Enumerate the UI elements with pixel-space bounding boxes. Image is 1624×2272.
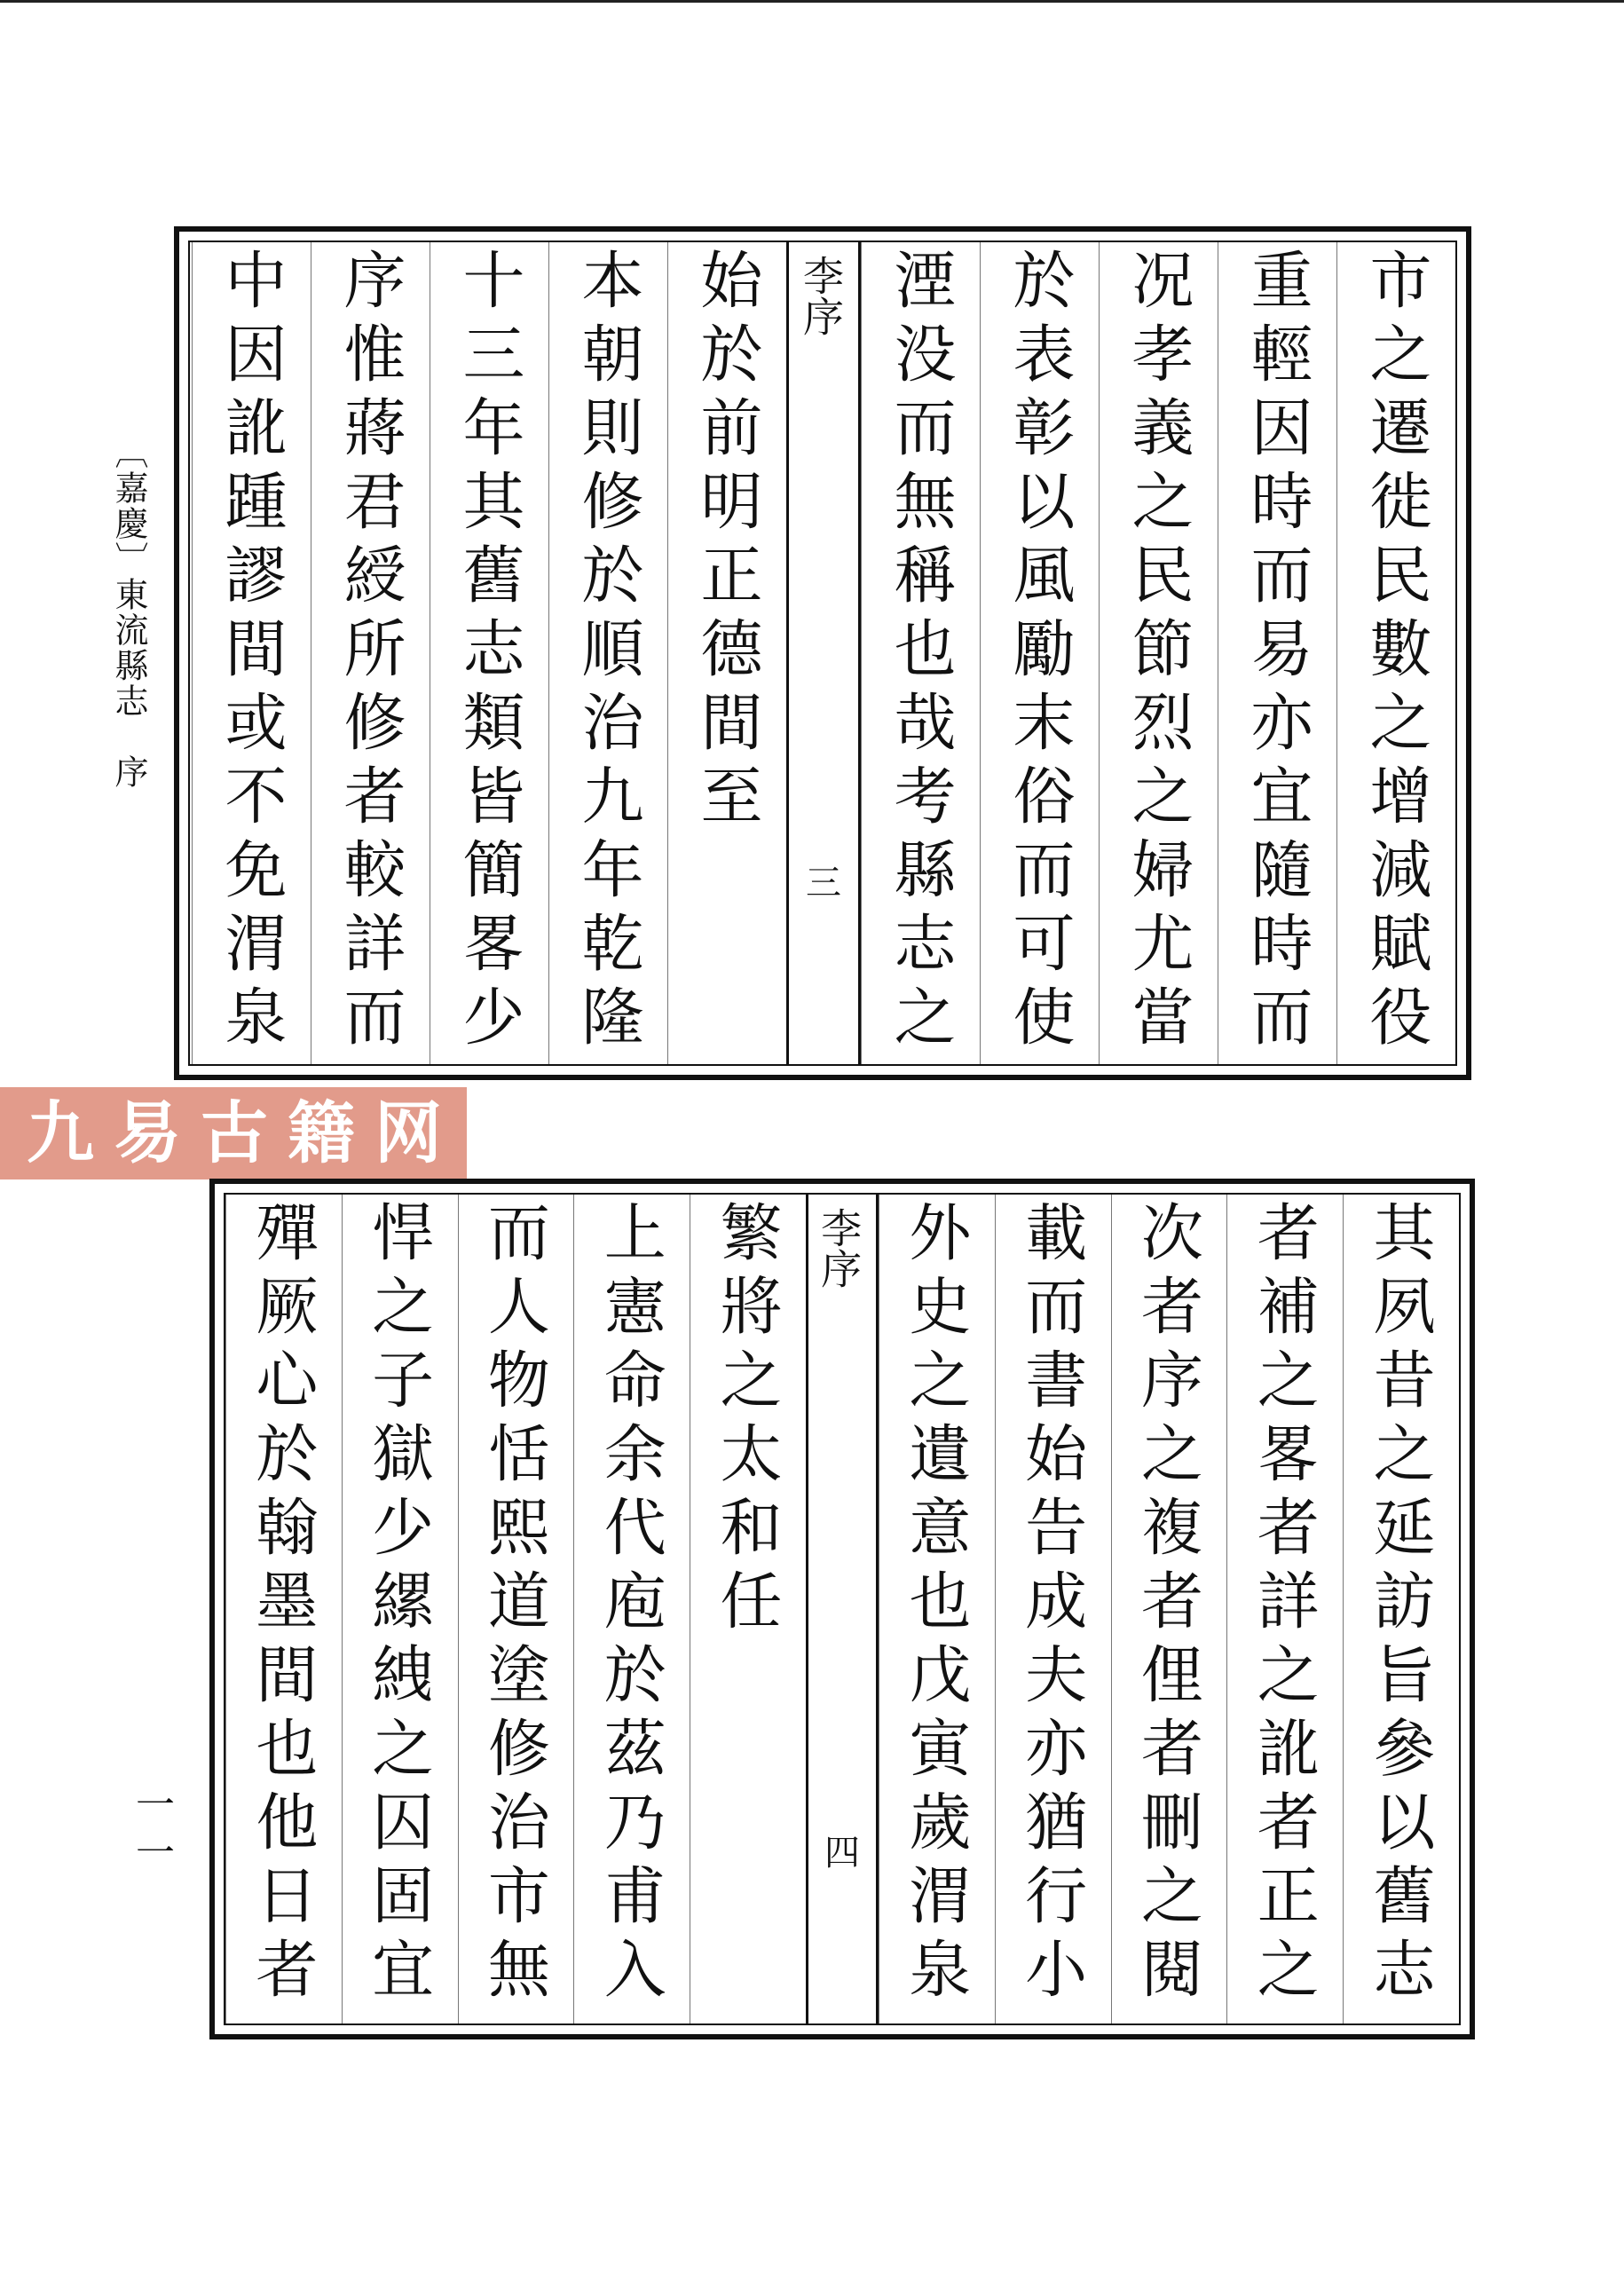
banxin-page-number: 三 bbox=[806, 863, 841, 903]
text-column: 者補之畧者詳之訛者正之 bbox=[1226, 1195, 1343, 2024]
text-column: 上憲命余代庖於茲乃甫入 bbox=[573, 1195, 690, 2024]
text-column: 次者序之複者俚者刪之閱 bbox=[1111, 1195, 1227, 2024]
running-title: 〔嘉慶〕東流縣志 序 bbox=[109, 435, 148, 790]
text-columns bbox=[190, 242, 1455, 1064]
text-column: 况孝義之民節烈之婦尤當 bbox=[1099, 242, 1218, 1064]
woodblock-page-top bbox=[174, 226, 1471, 1080]
text-column: 始於前明正德間至 bbox=[667, 242, 786, 1064]
text-column: 本朝則修於順治九年乾隆 bbox=[548, 242, 667, 1064]
text-column: 而人物恬熙道塗修治市無 bbox=[458, 1195, 574, 2024]
block-center-column bbox=[806, 1195, 879, 2024]
text-column: 外史之遺意也戊寅歲渭泉 bbox=[879, 1195, 995, 2024]
text-column: 湮没而無稱也哉考縣志之 bbox=[861, 242, 980, 1064]
text-column: 其夙昔之延訪旨參以舊志 bbox=[1343, 1195, 1459, 2024]
woodblock-page-bottom bbox=[209, 1179, 1475, 2039]
text-column: 載而書始告成夫亦猶行小 bbox=[995, 1195, 1111, 2024]
watermark-banner: 九易古籍网 bbox=[0, 1087, 467, 1179]
text-column: 中因訛踵謬間或不免渭泉 bbox=[192, 242, 311, 1064]
text-column: 十三年其舊志類皆簡畧少 bbox=[430, 242, 548, 1064]
banxin-page-number: 四 bbox=[824, 1833, 861, 1874]
block-center-column bbox=[786, 242, 861, 1064]
banxin-label: 李序 bbox=[797, 255, 845, 336]
banxin-label: 李序 bbox=[815, 1207, 863, 1289]
text-columns bbox=[225, 1195, 1459, 2024]
text-column: 序惟蔣君綬所修者較詳而 bbox=[311, 242, 430, 1064]
page-number: 一一 bbox=[129, 1784, 174, 1880]
text-column: 市之遷徙民數之增減賦役 bbox=[1336, 242, 1455, 1064]
text-column: 殫厥心於翰墨間也他日者 bbox=[225, 1195, 342, 2024]
top-rule bbox=[0, 0, 1624, 3]
text-column: 於表彰以風勵末俗而可使 bbox=[980, 242, 1099, 1064]
text-column: 繁將之太和任 bbox=[690, 1195, 806, 2024]
text-column: 重輕因時而易亦宜隨時而 bbox=[1218, 242, 1336, 1064]
text-column: 悍之子獄少縲絏之囚固宜 bbox=[342, 1195, 458, 2024]
